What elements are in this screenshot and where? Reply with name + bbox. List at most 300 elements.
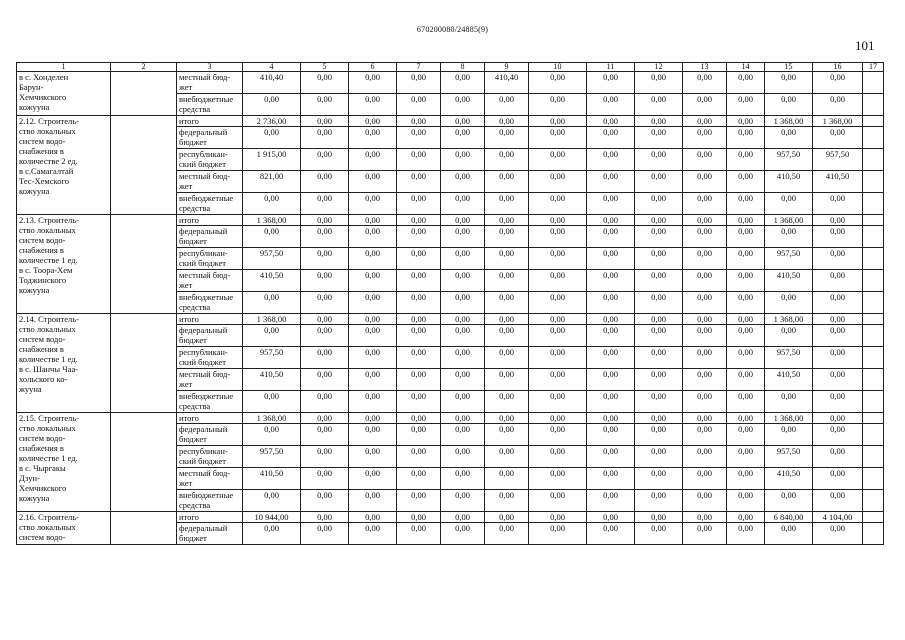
column-17-cell [863, 248, 884, 270]
value-cell: 0,00 [397, 490, 441, 512]
value-cell: 0,00 [727, 72, 765, 94]
value-cell: 410,50 [765, 171, 813, 193]
funding-source: итого [177, 314, 243, 325]
column-17-cell [863, 490, 884, 512]
value-cell: 0,00 [635, 72, 683, 94]
value-cell: 0,00 [727, 446, 765, 468]
column-17-cell [863, 413, 884, 424]
value-cell: 0,00 [765, 72, 813, 94]
column-17-cell [863, 72, 884, 94]
value-cell: 0,00 [683, 270, 727, 292]
value-cell: 0,00 [441, 292, 485, 314]
column-17-cell [863, 127, 884, 149]
value-cell: 410,40 [485, 72, 529, 94]
value-cell: 0,00 [635, 94, 683, 116]
value-cell: 0,00 [529, 325, 587, 347]
funding-source: итого [177, 512, 243, 523]
value-cell: 0,00 [587, 248, 635, 270]
value-cell: 0,00 [485, 314, 529, 325]
measure-name: 2.16. Строитель- ство локальных систем водо- [17, 512, 111, 545]
funding-source: местный бюд- жет [177, 171, 243, 193]
value-cell: 0,00 [243, 424, 301, 446]
value-cell: 0,00 [243, 127, 301, 149]
value-cell: 0,00 [441, 391, 485, 413]
value-cell: 0,00 [529, 424, 587, 446]
value-cell: 0,00 [349, 523, 397, 545]
value-cell: 0,00 [587, 215, 635, 226]
value-cell: 0,00 [397, 215, 441, 226]
value-cell: 0,00 [727, 226, 765, 248]
value-cell: 0,00 [485, 523, 529, 545]
value-cell: 4 104,00 [813, 512, 863, 523]
value-cell: 0,00 [349, 314, 397, 325]
funding-source: внебюджетные средства [177, 292, 243, 314]
value-cell: 0,00 [529, 72, 587, 94]
column-number-11: 11 [587, 63, 635, 72]
value-cell: 0,00 [397, 523, 441, 545]
value-cell: 0,00 [727, 270, 765, 292]
value-cell: 0,00 [529, 116, 587, 127]
column-number-15: 15 [765, 63, 813, 72]
value-cell: 0,00 [397, 94, 441, 116]
value-cell: 0,00 [683, 248, 727, 270]
value-cell: 0,00 [587, 94, 635, 116]
value-cell: 0,00 [727, 325, 765, 347]
funding-source: итого [177, 413, 243, 424]
value-cell: 957,50 [243, 347, 301, 369]
value-cell: 0,00 [397, 468, 441, 490]
value-cell: 0,00 [397, 193, 441, 215]
funding-source: республикан- ский бюджет [177, 149, 243, 171]
value-cell: 0,00 [635, 347, 683, 369]
value-cell: 0,00 [349, 292, 397, 314]
value-cell: 410,50 [813, 171, 863, 193]
value-cell: 0,00 [301, 512, 349, 523]
value-cell: 0,00 [485, 347, 529, 369]
value-cell: 0,00 [529, 369, 587, 391]
value-cell: 0,00 [349, 468, 397, 490]
value-cell: 1 368,00 [765, 215, 813, 226]
value-cell: 957,50 [765, 347, 813, 369]
value-cell: 0,00 [397, 116, 441, 127]
value-cell: 0,00 [485, 215, 529, 226]
value-cell: 0,00 [587, 171, 635, 193]
column-2-cell [111, 413, 177, 512]
value-cell: 0,00 [683, 171, 727, 193]
funding-source: республикан- ский бюджет [177, 347, 243, 369]
column-2-cell [111, 314, 177, 413]
column-17-cell [863, 424, 884, 446]
column-17-cell [863, 523, 884, 545]
value-cell: 0,00 [243, 391, 301, 413]
value-cell: 0,00 [397, 314, 441, 325]
value-cell: 0,00 [635, 523, 683, 545]
value-cell: 0,00 [635, 193, 683, 215]
value-cell: 0,00 [529, 512, 587, 523]
value-cell: 0,00 [397, 72, 441, 94]
value-cell: 1 915,00 [243, 149, 301, 171]
value-cell: 0,00 [683, 314, 727, 325]
value-cell: 2 736,00 [243, 116, 301, 127]
value-cell: 0,00 [727, 468, 765, 490]
value-cell: 0,00 [727, 215, 765, 226]
value-cell: 0,00 [301, 347, 349, 369]
value-cell: 0,00 [349, 193, 397, 215]
value-cell: 0,00 [441, 270, 485, 292]
column-2-cell [111, 215, 177, 314]
value-cell: 0,00 [301, 468, 349, 490]
value-cell: 0,00 [813, 94, 863, 116]
value-cell: 0,00 [529, 292, 587, 314]
column-number-row [17, 63, 884, 72]
value-cell: 0,00 [635, 171, 683, 193]
column-17-cell [863, 325, 884, 347]
value-cell: 0,00 [397, 171, 441, 193]
value-cell: 0,00 [635, 413, 683, 424]
value-cell: 0,00 [635, 314, 683, 325]
value-cell: 0,00 [727, 490, 765, 512]
value-cell: 0,00 [349, 149, 397, 171]
value-cell: 0,00 [301, 369, 349, 391]
value-cell: 0,00 [485, 248, 529, 270]
value-cell: 0,00 [441, 325, 485, 347]
value-cell: 0,00 [349, 171, 397, 193]
value-cell: 0,00 [243, 193, 301, 215]
value-cell: 957,50 [765, 248, 813, 270]
value-cell: 0,00 [301, 314, 349, 325]
value-cell: 1 368,00 [243, 215, 301, 226]
value-cell: 0,00 [349, 226, 397, 248]
funding-source: федеральный бюджет [177, 127, 243, 149]
value-cell: 0,00 [485, 226, 529, 248]
value-cell: 0,00 [301, 270, 349, 292]
value-cell: 0,00 [813, 248, 863, 270]
value-cell: 0,00 [727, 424, 765, 446]
funding-source: внебюджетные средства [177, 490, 243, 512]
value-cell: 0,00 [765, 193, 813, 215]
funding-source: местный бюд- жет [177, 468, 243, 490]
value-cell: 410,50 [243, 270, 301, 292]
value-cell: 0,00 [529, 171, 587, 193]
value-cell: 0,00 [529, 270, 587, 292]
value-cell: 0,00 [587, 116, 635, 127]
value-cell: 0,00 [683, 490, 727, 512]
funding-source: внебюджетные средства [177, 94, 243, 116]
value-cell: 0,00 [349, 248, 397, 270]
value-cell: 410,50 [765, 270, 813, 292]
value-cell: 410,50 [765, 369, 813, 391]
value-cell: 1 368,00 [243, 413, 301, 424]
value-cell: 0,00 [349, 270, 397, 292]
value-cell: 0,00 [587, 347, 635, 369]
value-cell: 0,00 [813, 72, 863, 94]
value-cell: 0,00 [301, 193, 349, 215]
value-cell: 0,00 [349, 369, 397, 391]
value-cell: 410,50 [765, 468, 813, 490]
value-cell: 0,00 [529, 193, 587, 215]
measure-name: в с. Хонделен Барун- Хемчикского кожууна [17, 72, 111, 116]
value-cell: 0,00 [683, 193, 727, 215]
value-cell: 0,00 [727, 127, 765, 149]
value-cell: 957,50 [813, 149, 863, 171]
column-number-17: 17 [863, 63, 884, 72]
value-cell: 0,00 [397, 325, 441, 347]
value-cell: 0,00 [727, 94, 765, 116]
value-cell: 0,00 [441, 413, 485, 424]
value-cell: 0,00 [683, 226, 727, 248]
column-17-cell [863, 369, 884, 391]
value-cell: 0,00 [683, 94, 727, 116]
value-cell: 0,00 [587, 226, 635, 248]
column-17-cell [863, 193, 884, 215]
document-id: 670200080/24885(9) [416, 25, 489, 34]
table-row [17, 413, 884, 424]
column-number-8: 8 [441, 63, 485, 72]
value-cell: 0,00 [485, 490, 529, 512]
value-cell: 0,00 [397, 446, 441, 468]
value-cell: 0,00 [635, 468, 683, 490]
value-cell: 0,00 [441, 424, 485, 446]
value-cell: 0,00 [683, 127, 727, 149]
value-cell: 0,00 [727, 149, 765, 171]
funding-source: итого [177, 116, 243, 127]
value-cell: 0,00 [813, 413, 863, 424]
value-cell: 0,00 [485, 193, 529, 215]
value-cell: 821,00 [243, 171, 301, 193]
column-17-cell [863, 292, 884, 314]
value-cell: 0,00 [765, 292, 813, 314]
value-cell: 0,00 [397, 248, 441, 270]
value-cell: 0,00 [397, 424, 441, 446]
value-cell: 0,00 [397, 226, 441, 248]
value-cell: 0,00 [441, 171, 485, 193]
value-cell: 0,00 [529, 490, 587, 512]
value-cell: 0,00 [301, 424, 349, 446]
value-cell: 0,00 [813, 468, 863, 490]
value-cell: 0,00 [529, 391, 587, 413]
value-cell: 0,00 [683, 413, 727, 424]
value-cell: 0,00 [813, 523, 863, 545]
value-cell: 0,00 [587, 72, 635, 94]
value-cell: 957,50 [243, 248, 301, 270]
column-17-cell [863, 215, 884, 226]
column-17-cell [863, 226, 884, 248]
value-cell: 0,00 [765, 490, 813, 512]
value-cell: 410,50 [243, 369, 301, 391]
value-cell: 0,00 [397, 347, 441, 369]
value-cell: 1 368,00 [765, 314, 813, 325]
value-cell: 0,00 [397, 270, 441, 292]
value-cell: 0,00 [635, 248, 683, 270]
column-17-cell [863, 347, 884, 369]
value-cell: 0,00 [397, 391, 441, 413]
value-cell: 0,00 [301, 391, 349, 413]
value-cell: 0,00 [349, 325, 397, 347]
table-row [17, 116, 884, 127]
value-cell: 957,50 [243, 446, 301, 468]
value-cell: 0,00 [485, 127, 529, 149]
funding-source: итого [177, 215, 243, 226]
value-cell: 0,00 [635, 369, 683, 391]
value-cell: 0,00 [587, 490, 635, 512]
funding-source: республикан- ский бюджет [177, 248, 243, 270]
value-cell: 0,00 [301, 171, 349, 193]
value-cell: 0,00 [397, 369, 441, 391]
value-cell: 0,00 [635, 424, 683, 446]
budget-table [16, 62, 884, 545]
value-cell: 0,00 [529, 215, 587, 226]
value-cell: 1 368,00 [813, 116, 863, 127]
value-cell: 0,00 [485, 325, 529, 347]
value-cell: 0,00 [635, 149, 683, 171]
column-17-cell [863, 270, 884, 292]
value-cell: 0,00 [301, 149, 349, 171]
value-cell: 0,00 [243, 292, 301, 314]
value-cell: 0,00 [813, 424, 863, 446]
value-cell: 0,00 [813, 314, 863, 325]
value-cell: 0,00 [587, 369, 635, 391]
value-cell: 0,00 [813, 215, 863, 226]
value-cell: 0,00 [683, 391, 727, 413]
value-cell: 0,00 [349, 490, 397, 512]
value-cell: 0,00 [441, 314, 485, 325]
value-cell: 0,00 [813, 292, 863, 314]
value-cell: 0,00 [765, 127, 813, 149]
value-cell: 0,00 [587, 314, 635, 325]
value-cell: 0,00 [301, 248, 349, 270]
value-cell: 0,00 [485, 446, 529, 468]
value-cell: 0,00 [301, 226, 349, 248]
value-cell: 0,00 [727, 347, 765, 369]
value-cell: 0,00 [683, 325, 727, 347]
value-cell: 0,00 [683, 292, 727, 314]
value-cell: 1 368,00 [765, 413, 813, 424]
column-number-3: 3 [177, 63, 243, 72]
value-cell: 0,00 [765, 94, 813, 116]
value-cell: 0,00 [349, 391, 397, 413]
value-cell: 0,00 [397, 127, 441, 149]
value-cell: 0,00 [301, 413, 349, 424]
value-cell: 0,00 [765, 523, 813, 545]
value-cell: 0,00 [485, 413, 529, 424]
column-number-12: 12 [635, 63, 683, 72]
measure-name: 2.13. Строитель- ство локальных систем водо- снабжения в количестве 1 ед. в с. Тоора-Хем Тоджинского кожууна [17, 215, 111, 314]
value-cell: 0,00 [683, 424, 727, 446]
value-cell: 0,00 [635, 226, 683, 248]
value-cell: 0,00 [727, 512, 765, 523]
value-cell: 0,00 [683, 446, 727, 468]
value-cell: 1 368,00 [765, 116, 813, 127]
value-cell: 0,00 [301, 127, 349, 149]
value-cell: 0,00 [243, 226, 301, 248]
funding-source: местный бюд- жет [177, 72, 243, 94]
value-cell: 0,00 [813, 193, 863, 215]
page-number: 101 [855, 38, 875, 53]
column-17-cell [863, 94, 884, 116]
funding-source: внебюджетные средства [177, 391, 243, 413]
value-cell: 0,00 [441, 369, 485, 391]
value-cell: 0,00 [485, 468, 529, 490]
funding-source: федеральный бюджет [177, 523, 243, 545]
value-cell: 0,00 [397, 512, 441, 523]
value-cell: 0,00 [349, 127, 397, 149]
value-cell: 0,00 [441, 468, 485, 490]
value-cell: 410,40 [243, 72, 301, 94]
value-cell: 0,00 [301, 523, 349, 545]
funding-source: местный бюд- жет [177, 270, 243, 292]
column-17-cell [863, 512, 884, 523]
value-cell: 0,00 [529, 94, 587, 116]
value-cell: 0,00 [301, 490, 349, 512]
value-cell: 0,00 [349, 347, 397, 369]
value-cell: 0,00 [635, 116, 683, 127]
funding-source: республикан- ский бюджет [177, 446, 243, 468]
value-cell: 0,00 [441, 248, 485, 270]
value-cell: 0,00 [349, 413, 397, 424]
value-cell: 0,00 [813, 226, 863, 248]
value-cell: 0,00 [635, 270, 683, 292]
value-cell: 0,00 [441, 512, 485, 523]
value-cell: 0,00 [485, 94, 529, 116]
value-cell: 0,00 [727, 171, 765, 193]
column-17-cell [863, 468, 884, 490]
value-cell: 0,00 [243, 94, 301, 116]
value-cell: 0,00 [727, 116, 765, 127]
value-cell: 0,00 [635, 446, 683, 468]
value-cell: 0,00 [485, 512, 529, 523]
column-17-cell [863, 149, 884, 171]
value-cell: 0,00 [587, 424, 635, 446]
measure-name: 2.14. Строитель- ство локальных систем водо- снабжения в количестве 1 ед. в с. Шанчы Чаа- хольского ко- жууна [17, 314, 111, 413]
value-cell: 0,00 [683, 468, 727, 490]
value-cell: 0,00 [683, 369, 727, 391]
value-cell: 0,00 [243, 490, 301, 512]
value-cell: 0,00 [529, 248, 587, 270]
value-cell: 0,00 [765, 226, 813, 248]
value-cell: 0,00 [349, 94, 397, 116]
value-cell: 0,00 [683, 149, 727, 171]
column-17-cell [863, 171, 884, 193]
value-cell: 0,00 [727, 523, 765, 545]
value-cell: 0,00 [683, 347, 727, 369]
value-cell: 0,00 [397, 413, 441, 424]
value-cell: 0,00 [587, 523, 635, 545]
value-cell: 0,00 [349, 116, 397, 127]
value-cell: 0,00 [813, 490, 863, 512]
column-17-cell [863, 116, 884, 127]
value-cell: 0,00 [635, 215, 683, 226]
value-cell: 0,00 [243, 325, 301, 347]
value-cell: 0,00 [813, 446, 863, 468]
column-number-16: 16 [813, 63, 863, 72]
value-cell: 0,00 [813, 347, 863, 369]
value-cell: 0,00 [635, 512, 683, 523]
value-cell: 0,00 [765, 424, 813, 446]
column-2-cell [111, 72, 177, 116]
column-2-cell [111, 512, 177, 545]
value-cell: 957,50 [765, 446, 813, 468]
value-cell: 0,00 [727, 292, 765, 314]
column-17-cell [863, 314, 884, 325]
value-cell: 0,00 [301, 292, 349, 314]
value-cell: 0,00 [301, 116, 349, 127]
table-row [17, 72, 884, 94]
value-cell: 0,00 [813, 270, 863, 292]
value-cell: 0,00 [587, 468, 635, 490]
column-number-13: 13 [683, 63, 727, 72]
value-cell: 0,00 [529, 127, 587, 149]
value-cell: 0,00 [727, 413, 765, 424]
